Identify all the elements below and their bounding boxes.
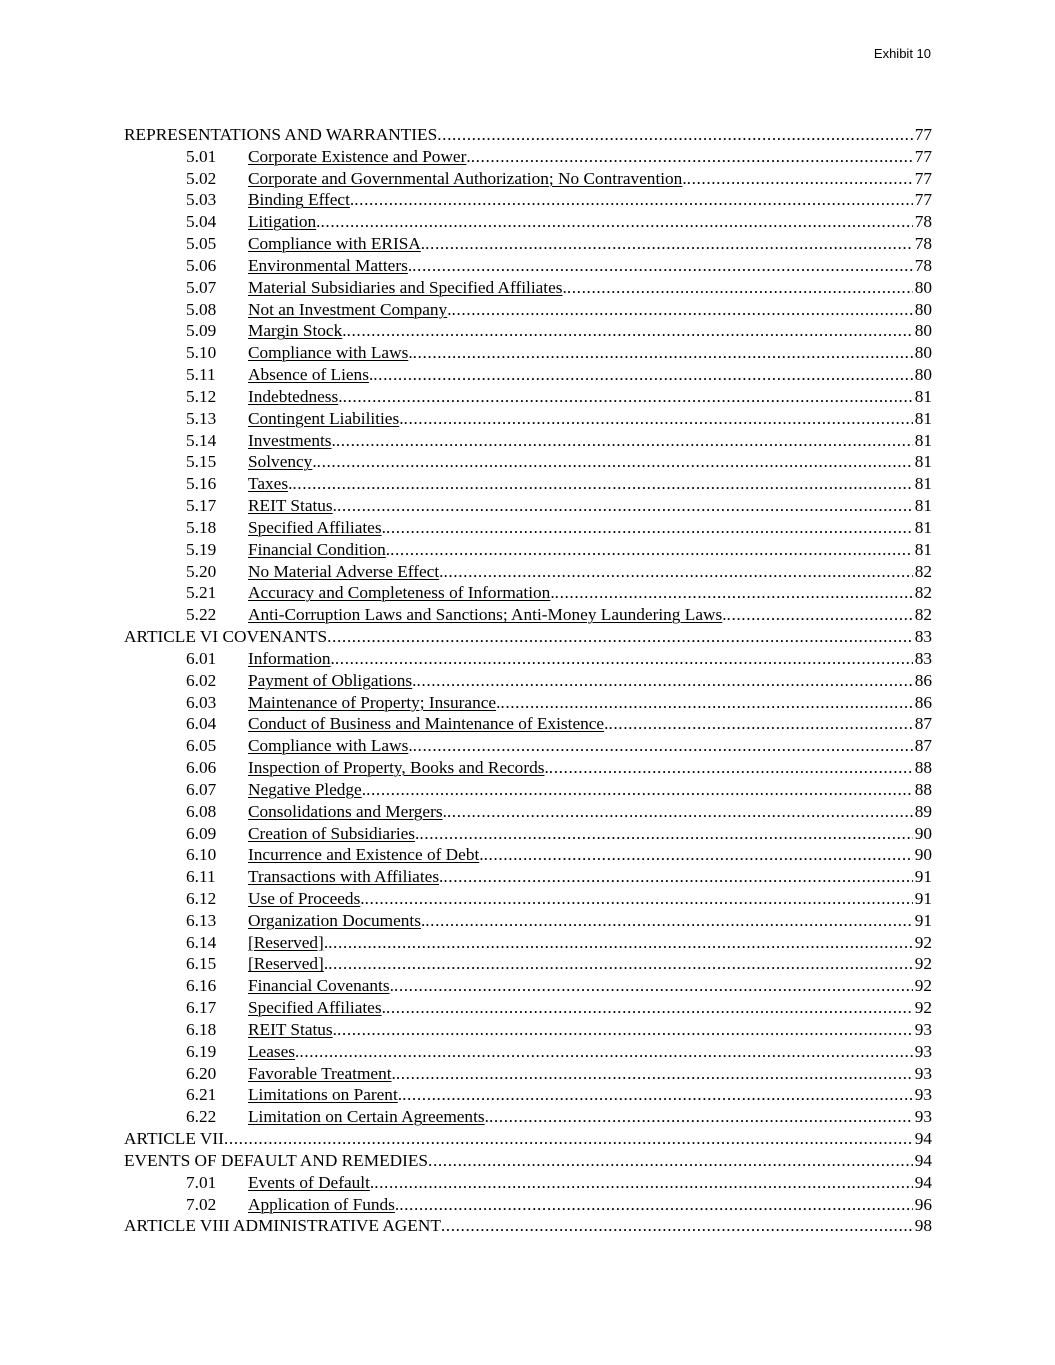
page-number: 92 [914, 932, 932, 952]
section-number: 6.01 [186, 648, 217, 668]
title-period: . [397, 1085, 403, 1105]
toc-section-entry[interactable] [124, 713, 932, 735]
page-number: 87 [914, 714, 932, 734]
section-number: 6.06 [186, 758, 217, 778]
toc-section-entry[interactable] [124, 1106, 932, 1128]
toc-section-entry[interactable] [124, 1019, 932, 1041]
section-title-link[interactable]: Litigation [248, 212, 317, 232]
toc-section-entry[interactable] [124, 277, 932, 299]
dot-leader [447, 801, 913, 823]
section-number: 5.17 [186, 496, 217, 516]
section-number: 5.19 [186, 539, 217, 559]
section-title-link[interactable]: Incurrence and Existence of Debt [248, 845, 480, 865]
page-number: 94 [914, 1129, 932, 1149]
title-period: . [369, 1172, 375, 1192]
page-number: 77 [914, 190, 932, 210]
dot-leader [567, 277, 913, 299]
section-number: 5.03 [186, 190, 217, 210]
page-number: 93 [914, 1041, 932, 1061]
toc-section-entry[interactable] [124, 211, 932, 233]
dot-leader [299, 1041, 912, 1063]
section-title-link[interactable]: Investments [248, 430, 332, 450]
toc-section-entry[interactable] [124, 670, 932, 692]
page-number: 93 [914, 1063, 932, 1083]
page-number: 86 [914, 692, 932, 712]
section-title-link[interactable]: REIT Status [248, 496, 333, 516]
title-period: . [288, 474, 293, 494]
toc-section-entry[interactable] [124, 1041, 932, 1063]
title-period: . [381, 998, 386, 1018]
page-number: 83 [914, 648, 932, 668]
dot-leader [292, 473, 912, 495]
section-title-link[interactable]: Limitation on Certain Agreements [248, 1107, 485, 1127]
dot-leader [443, 561, 912, 583]
toc-section-entry[interactable] [124, 975, 932, 997]
toc-section-entry[interactable] [124, 1084, 932, 1106]
page-number: 77 [914, 146, 932, 166]
dot-leader [402, 1084, 913, 1106]
section-title-link[interactable]: Application of Funds [248, 1194, 395, 1214]
section-number: 5.04 [186, 212, 217, 232]
title-period: . [407, 255, 413, 275]
toc-section-entry[interactable] [124, 801, 932, 823]
article-title: EVENTS OF DEFAULT AND REMEDIES [124, 1150, 429, 1170]
title-period: . [332, 496, 337, 516]
toc-section-entry[interactable] [124, 953, 932, 975]
dot-leader [412, 255, 913, 277]
toc-section-entry[interactable] [124, 342, 932, 364]
section-title-link[interactable]: Conduct of Business and Maintenance of Existence [248, 714, 605, 734]
section-number: 6.18 [186, 1019, 217, 1039]
dot-leader [555, 582, 913, 604]
toc-section-entry[interactable] [124, 364, 932, 386]
page-number: 81 [914, 474, 932, 494]
title-period: . [323, 954, 329, 974]
section-number: 6.22 [186, 1107, 217, 1127]
title-period: . [295, 1041, 300, 1061]
page-number: 94 [914, 1150, 932, 1170]
dot-leader [386, 517, 913, 539]
section-title-link[interactable]: No Material Adverse Effect [248, 561, 440, 581]
title-period: . [562, 277, 567, 297]
section-number: 5.01 [186, 146, 217, 166]
section-title-link[interactable]: REIT Status [248, 1019, 333, 1039]
section-number: 5.22 [186, 605, 217, 625]
toc-section-entry[interactable] [124, 866, 932, 888]
toc-section-entry[interactable] [124, 451, 932, 473]
title-period: . [381, 517, 386, 537]
toc-section-entry[interactable] [124, 932, 932, 954]
page-number: 87 [914, 736, 932, 756]
toc-section-entry[interactable] [124, 561, 932, 583]
section-number: 6.07 [186, 779, 217, 799]
dot-leader [443, 866, 912, 888]
toc-section-entry[interactable] [124, 473, 932, 495]
page-number: 90 [914, 823, 932, 843]
toc-section-entry[interactable] [124, 910, 932, 932]
section-title-link[interactable]: Creation of Subsidiaries [248, 823, 416, 843]
section-number: 5.08 [186, 299, 217, 319]
title-period: . [360, 888, 365, 908]
section-title-link[interactable]: Financial Condition [248, 539, 386, 559]
section-title-link[interactable]: Margin Stock [248, 321, 343, 341]
title-period: . [420, 910, 426, 930]
page-number: 80 [914, 343, 932, 363]
section-title-link[interactable]: Not an Investment Company [248, 299, 448, 319]
section-title-link[interactable]: Accuracy and Completeness of Information [248, 583, 551, 603]
page-number: 77 [914, 168, 932, 188]
page-number: 81 [914, 408, 932, 428]
toc-section-entry[interactable] [124, 430, 932, 452]
section-number: 5.02 [186, 168, 217, 188]
article-title: ARTICLE VIII ADMINISTRATIVE AGENT [124, 1216, 441, 1236]
page-number: 80 [914, 299, 932, 319]
page-number: 81 [914, 539, 932, 559]
section-title-link[interactable]: Consolidations and Mergers [248, 801, 443, 821]
dot-leader [327, 626, 913, 648]
toc-section-entry[interactable] [124, 844, 932, 866]
dot-leader [328, 953, 913, 975]
section-title-link[interactable]: Specified Affiliates [248, 517, 382, 537]
page-number: 88 [914, 758, 932, 778]
dot-leader [441, 1215, 913, 1237]
section-number: 5.15 [186, 452, 217, 472]
title-period: . [447, 299, 452, 319]
dot-leader [336, 430, 913, 452]
title-period: . [389, 976, 394, 996]
section-number: 7.02 [186, 1194, 217, 1214]
dot-leader [484, 844, 913, 866]
dot-leader [373, 364, 912, 386]
section-number: 5.20 [186, 561, 217, 581]
section-title-link[interactable]: Information [248, 648, 331, 668]
title-period: . [312, 452, 317, 472]
exhibit-label: Exhibit 10 [873, 46, 931, 61]
page-number: 91 [914, 910, 932, 930]
title-period: . [323, 932, 329, 952]
section-number: 6.05 [186, 736, 217, 756]
dot-leader [425, 233, 913, 255]
section-number: 6.10 [186, 845, 217, 865]
page-number: 98 [914, 1216, 932, 1236]
section-title-link[interactable]: Transactions with Affiliates [248, 867, 440, 887]
page-number: 92 [914, 998, 932, 1018]
article-title: REPRESENTATIONS AND WARRANTIES [124, 125, 438, 144]
toc-section-entry[interactable] [124, 997, 932, 1019]
toc-section-entry[interactable] [124, 233, 932, 255]
title-period: . [682, 168, 687, 188]
toc-section-entry[interactable] [124, 539, 932, 561]
dot-leader [419, 823, 912, 845]
dot-leader [437, 124, 912, 146]
title-period: . [408, 343, 413, 363]
section-title-link[interactable]: Favorable Treatment [248, 1063, 392, 1083]
section-number: 6.12 [186, 888, 217, 908]
toc-section-entry[interactable] [124, 299, 932, 321]
page-number: 96 [914, 1194, 932, 1214]
section-number: 6.14 [186, 932, 217, 952]
toc-section-entry[interactable] [124, 1172, 932, 1194]
toc-section-entry[interactable] [124, 1194, 932, 1216]
dot-leader [500, 692, 912, 714]
page-number: 78 [914, 255, 932, 275]
dot-leader [390, 539, 913, 561]
dot-leader [687, 168, 913, 190]
dot-leader [413, 735, 913, 757]
page-number: 89 [914, 801, 932, 821]
section-title-link[interactable]: Absence of Liens [248, 365, 369, 385]
title-period: . [391, 1063, 396, 1083]
title-period: . [408, 736, 413, 756]
page-number: 82 [914, 583, 932, 603]
page-number: 81 [914, 452, 932, 472]
section-number: 5.18 [186, 517, 217, 537]
section-title-link[interactable]: Use of Proceeds [248, 888, 361, 908]
toc-section-entry[interactable] [124, 517, 932, 539]
toc-section-entry[interactable] [124, 189, 932, 211]
section-title-link[interactable]: Leases [248, 1041, 296, 1061]
section-number: 5.12 [186, 386, 217, 406]
section-number: 6.03 [186, 692, 217, 712]
title-period: . [442, 801, 447, 821]
toc-section-entry[interactable] [124, 823, 932, 845]
title-period: . [399, 408, 404, 428]
page-number: 77 [914, 125, 932, 144]
section-number: 5.13 [186, 408, 217, 428]
dot-leader [452, 299, 913, 321]
toc-article-entry[interactable] [124, 1150, 932, 1172]
toc-section-entry[interactable] [124, 692, 932, 714]
page-number: 93 [914, 1085, 932, 1105]
page-number: 92 [914, 954, 932, 974]
dot-leader [343, 386, 913, 408]
toc-article-entry[interactable] [124, 1215, 932, 1237]
section-number: 6.11 [186, 867, 216, 887]
page-number: 81 [914, 386, 932, 406]
toc-section-entry[interactable] [124, 320, 932, 342]
title-period: . [316, 212, 321, 232]
title-period: . [496, 692, 501, 712]
toc-section-entry[interactable] [124, 386, 932, 408]
dot-leader [549, 757, 913, 779]
section-title-link[interactable]: Compliance with ERISA [248, 234, 421, 254]
section-number: 5.10 [186, 343, 217, 363]
section-title-link[interactable]: [Reserved] [248, 932, 324, 952]
dot-leader [337, 495, 913, 517]
toc-section-entry[interactable] [124, 779, 932, 801]
section-number: 5.16 [186, 474, 217, 494]
title-period: . [604, 714, 609, 734]
dot-leader [394, 975, 913, 997]
dot-leader [471, 146, 913, 168]
section-number: 6.04 [186, 714, 217, 734]
title-period: . [550, 583, 555, 603]
section-number: 7.01 [186, 1172, 217, 1192]
section-title-link[interactable]: Organization Documents [248, 910, 421, 930]
page-number: 91 [914, 867, 932, 887]
page-number: 93 [914, 1019, 932, 1039]
section-title-link[interactable]: Payment of Obligations [248, 670, 413, 690]
title-period: . [722, 605, 727, 625]
dot-leader [489, 1106, 913, 1128]
section-title-link[interactable]: Maintenance of Property; Insurance [248, 692, 497, 712]
section-title-link[interactable]: Taxes [248, 474, 289, 494]
dot-leader [396, 1063, 913, 1085]
title-period: . [415, 823, 420, 843]
toc-section-entry[interactable] [124, 255, 932, 277]
page-number: 93 [914, 1107, 932, 1127]
section-number: 5.07 [186, 277, 217, 297]
toc-section-entry[interactable] [124, 408, 932, 430]
toc-article-entry[interactable] [124, 124, 932, 146]
dot-leader [374, 1172, 913, 1194]
page-number: 90 [914, 845, 932, 865]
section-number: 5.21 [186, 583, 217, 603]
title-period: . [342, 321, 347, 341]
title-period: . [439, 867, 444, 887]
title-period: . [332, 1019, 337, 1039]
toc-section-entry[interactable] [124, 146, 932, 168]
title-period: . [479, 845, 484, 865]
page-number: 81 [914, 517, 932, 537]
section-title-link[interactable]: [Reserved] [248, 954, 324, 974]
dot-leader [320, 211, 912, 233]
section-title-link[interactable]: Corporate Existence and Power [248, 146, 467, 166]
dot-leader [608, 713, 912, 735]
toc-section-entry[interactable] [124, 604, 932, 626]
section-number: 6.15 [186, 954, 217, 974]
page-number: 94 [914, 1172, 932, 1192]
page-number: 83 [914, 627, 932, 647]
section-title-link[interactable]: Binding Effect [248, 190, 350, 210]
toc-section-entry[interactable] [124, 495, 932, 517]
section-number: 5.14 [186, 430, 217, 450]
dot-leader [335, 648, 913, 670]
dot-leader [727, 604, 913, 626]
page-number: 78 [914, 234, 932, 254]
article-title: ARTICLE VII [124, 1129, 224, 1149]
section-number: 6.09 [186, 823, 217, 843]
dot-leader [347, 320, 913, 342]
section-number: 5.09 [186, 321, 217, 341]
section-number: 6.20 [186, 1063, 217, 1083]
dot-leader [399, 1194, 913, 1216]
title-period: . [420, 234, 426, 254]
page-number: 81 [914, 496, 932, 516]
page-number: 92 [914, 976, 932, 996]
section-number: 6.13 [186, 910, 217, 930]
page-number: 88 [914, 779, 932, 799]
section-title-link[interactable]: Events of Default [248, 1172, 370, 1192]
title-period: . [412, 670, 417, 690]
toc-section-entry[interactable] [124, 168, 932, 190]
page-number: 82 [914, 605, 932, 625]
page-number: 78 [914, 212, 932, 232]
dot-leader [366, 779, 913, 801]
page-number: 86 [914, 670, 932, 690]
toc-section-entry[interactable] [124, 735, 932, 757]
section-number: 5.05 [186, 234, 217, 254]
page-number: 80 [914, 277, 932, 297]
toc-section-entry[interactable] [124, 648, 932, 670]
section-title-link[interactable]: Indebtedness [248, 386, 339, 406]
page-number: 80 [914, 365, 932, 385]
dot-leader [416, 670, 912, 692]
section-title-link[interactable]: Anti-Corruption Laws and Sanctions; Anti-Money Laundering Laws [248, 605, 723, 625]
title-period: . [331, 430, 336, 450]
toc-section-entry[interactable] [124, 757, 932, 779]
section-number: 6.08 [186, 801, 217, 821]
dot-leader [404, 408, 913, 430]
title-period: . [466, 146, 471, 166]
title-period: . [330, 648, 335, 668]
dot-leader [224, 1128, 913, 1150]
section-title-link[interactable]: Financial Covenants [248, 976, 390, 996]
dot-leader [365, 888, 913, 910]
dot-leader [317, 451, 913, 473]
toc-article-entry[interactable] [124, 1128, 932, 1150]
section-title-link[interactable]: Environmental Matters [248, 255, 408, 275]
section-title-link[interactable]: Compliance with Laws [248, 343, 409, 363]
dot-leader [354, 189, 912, 211]
page-number: 80 [914, 321, 932, 341]
section-title-link[interactable]: Negative Pledge [248, 779, 362, 799]
dot-leader [337, 1019, 913, 1041]
section-number: 5.06 [186, 255, 217, 275]
title-period: . [368, 365, 374, 385]
title-period: . [394, 1194, 400, 1214]
page-number: 82 [914, 561, 932, 581]
section-title-link[interactable]: Compliance with Laws [248, 736, 409, 756]
section-number: 6.21 [186, 1085, 217, 1105]
toc-section-entry[interactable] [124, 888, 932, 910]
page-number: 91 [914, 888, 932, 908]
section-title-link[interactable]: Corporate and Governmental Authorization; No Contravention [248, 168, 683, 188]
dot-leader [428, 1150, 913, 1172]
title-period: . [439, 561, 444, 581]
section-title-link[interactable]: Specified Affiliates [248, 998, 382, 1018]
toc-section-entry[interactable] [124, 1063, 932, 1085]
section-number: 5.11 [186, 365, 216, 385]
dot-leader [425, 910, 912, 932]
title-period: . [544, 758, 549, 778]
section-number: 6.02 [186, 670, 217, 690]
article-title: ARTICLE VI COVENANTS [124, 627, 328, 647]
section-number: 6.19 [186, 1041, 217, 1061]
table-of-contents [124, 124, 932, 1237]
dot-leader [328, 932, 913, 954]
toc-section-entry[interactable] [124, 582, 932, 604]
dot-leader [386, 997, 913, 1019]
section-title-link[interactable]: Material Subsidiaries and Specified Affiliates [248, 277, 563, 297]
title-period: . [385, 539, 391, 559]
toc-article-entry[interactable] [124, 626, 932, 648]
section-title-link[interactable]: Inspection of Property, Books and Records [248, 758, 545, 778]
section-number: 6.17 [186, 998, 217, 1018]
title-period: . [338, 386, 343, 406]
page-number: 81 [914, 430, 932, 450]
section-title-link[interactable]: Limitations on Parent [248, 1085, 398, 1105]
title-period: . [349, 190, 355, 210]
section-number: 6.16 [186, 976, 217, 996]
dot-leader [413, 342, 913, 364]
section-title-link[interactable]: Contingent Liabilities [248, 408, 400, 428]
title-period: . [361, 779, 367, 799]
title-period: . [484, 1107, 489, 1127]
section-title-link[interactable]: Solvency [248, 452, 313, 472]
